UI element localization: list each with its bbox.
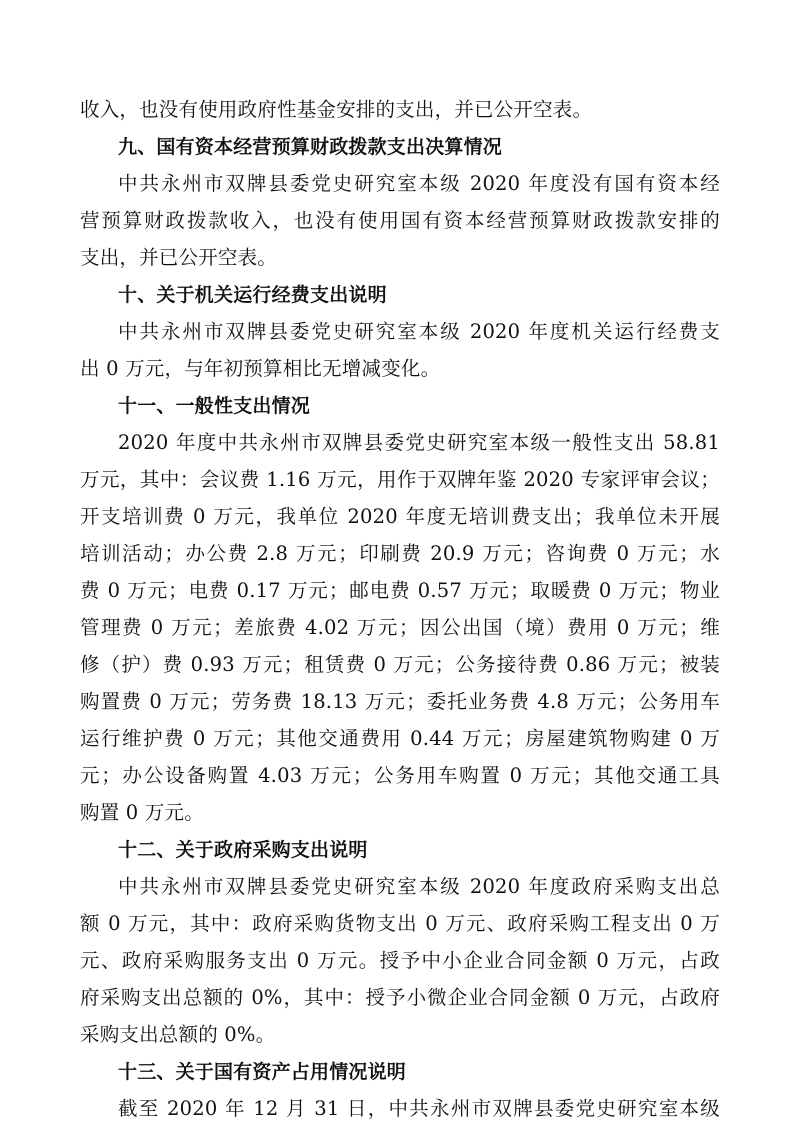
body-text-line: 万元，其中：会议费 1.16 万元，用作于双牌年鉴 2020 专家评审会议； (80, 468, 720, 491)
body-text-line: 采购支出总额的 0%。 (80, 1023, 276, 1046)
body-text-line: 营预算财政拨款收入，也没有使用国有资本经营预算财政拨款安排的 (80, 209, 720, 232)
section-heading: 十、关于机关运行经费支出说明 (118, 284, 387, 306)
body-text-line: 购置 0 万元。 (80, 801, 204, 824)
body-text-line: 运行维护费 0 万元；其他交通费用 0.44 万元；房屋建筑物购建 0 万 (80, 727, 720, 750)
body-text-line: 中共永州市双牌县委党史研究室本级 2020 年度没有国有资本经 (118, 172, 720, 195)
body-text-line: 管理费 0 万元；差旅费 4.02 万元；因公出国（境）费用 0 万元；维 (80, 616, 720, 639)
body-text-line: 中共永州市双牌县委党史研究室本级 2020 年度机关运行经费支 (118, 320, 720, 343)
body-text-line: 元、政府采购服务支出 0 万元。授予中小企业合同金额 0 万元，占政 (80, 949, 720, 972)
section-heading: 十二、关于政府采购支出说明 (118, 839, 368, 861)
body-text-line: 收入，也没有使用政府性基金安排的支出，并已公开空表。 (80, 98, 593, 121)
section-heading: 九、国有资本经营预算财政拨款支出决算情况 (118, 136, 503, 158)
body-text-line: 额 0 万元，其中：政府采购货物支出 0 万元、政府采购工程支出 0 万 (80, 912, 720, 935)
body-text-line: 培训活动；办公费 2.8 万元；印刷费 20.9 万元；咨询费 0 万元；水 (80, 542, 720, 565)
body-text-line: 截至 2020 年 12 月 31 日，中共永州市双牌县委党史研究室本级 (118, 1097, 720, 1120)
body-text-line: 元；办公设备购置 4.03 万元；公务用车购置 0 万元；其他交通工具 (80, 764, 720, 787)
body-text-line: 出 0 万元，与年初预算相比无增减变化。 (80, 357, 441, 380)
body-text-line: 中共永州市双牌县委党史研究室本级 2020 年度政府采购支出总 (118, 875, 720, 898)
body-text-line: 购置费 0 万元；劳务费 18.13 万元；委托业务费 4.8 万元；公务用车 (80, 690, 720, 713)
body-text-line: 2020 年度中共永州市双牌县委党史研究室本级一般性支出 58.81 (118, 431, 720, 454)
body-text-line: 府采购支出总额的 0%，其中：授予小微企业合同金额 0 万元，占政府 (80, 986, 720, 1009)
section-heading: 十三、关于国有资产占用情况说明 (118, 1061, 407, 1083)
body-text-line: 支出，并已公开空表。 (80, 246, 278, 269)
body-text-line: 费 0 万元；电费 0.17 万元；邮电费 0.57 万元；取暖费 0 万元；物业 (80, 579, 720, 602)
section-heading: 十一、一般性支出情况 (118, 395, 311, 417)
body-text-line: 修（护）费 0.93 万元；租赁费 0 万元；公务接待费 0.86 万元；被装 (80, 653, 720, 676)
body-text-line: 开支培训费 0 万元，我单位 2020 年度无培训费支出；我单位未开展 (80, 505, 720, 528)
